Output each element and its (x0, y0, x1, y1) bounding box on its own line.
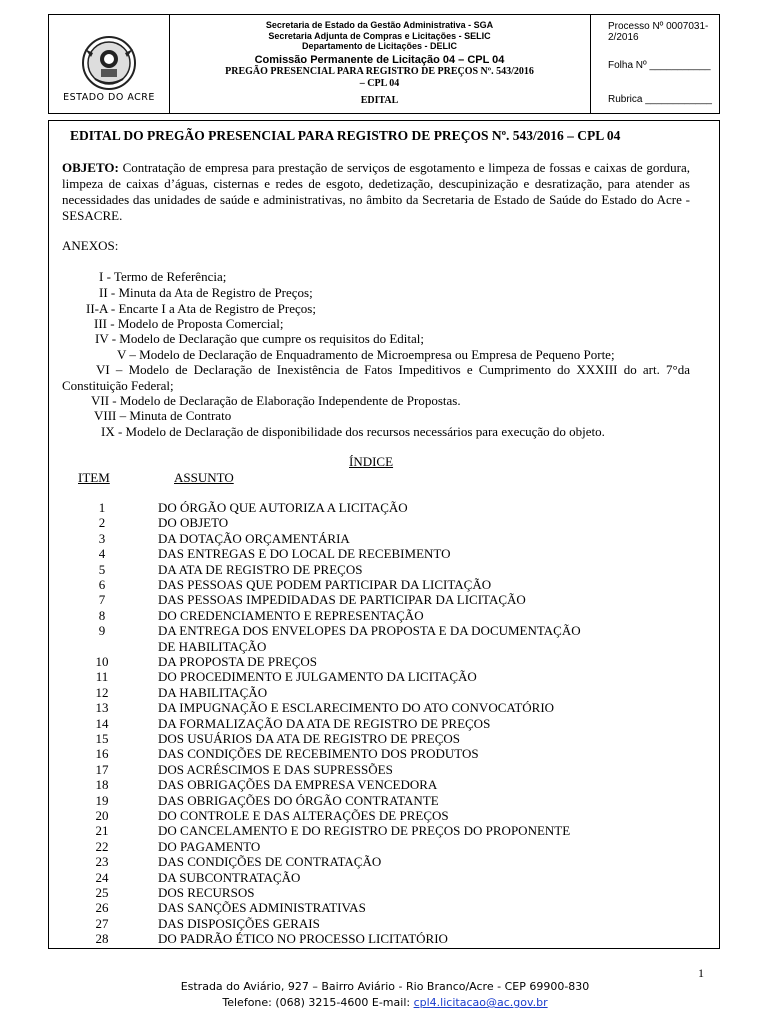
index-item-subject: DA PROPOSTA DE PREÇOS (158, 654, 317, 669)
pregao-line-2: – CPL 04 (359, 77, 400, 89)
index-item-number: 26 (95, 900, 109, 916)
page-number: 1 (698, 966, 704, 980)
index-item-subject: DA FORMALIZAÇÃO DA ATA DE REGISTRO DE PREÇOS (158, 715, 491, 731)
index-item-subject-continued: DE HABILITAÇÃO (158, 638, 267, 654)
index-item-number: 4 (98, 546, 106, 562)
index-item-number: 18 (95, 777, 109, 793)
index-item-number: 23 (95, 854, 109, 870)
index-item-number: 9 (98, 623, 106, 639)
index-item-number: 25 (95, 885, 109, 900)
index-item-number: 16 (95, 746, 109, 762)
index-item-subject: DA SUBCONTRATAÇÃO (158, 869, 301, 885)
org-line-2: Secretaria Adjunta de Compras e Licitações - SELIC (268, 30, 491, 41)
anexos-heading: ANEXOS: (62, 238, 119, 253)
index-item-number: 19 (95, 792, 109, 808)
org-line-1: Secretaria de Estado da Gestão Administrativa - SGA (265, 20, 494, 30)
anexo-item: VI – Modelo de Declaração de Inexistência de Fatos Impeditivos e Cumprimento do XXXIII do art. 7°da Constituição Federal; (62, 362, 690, 393)
index-item-subject: DOS RECURSOS (158, 885, 255, 900)
indice-heading: ÍNDICE (349, 454, 394, 469)
objeto-label: OBJETO: (62, 160, 119, 175)
edital-label: EDITAL (360, 94, 399, 106)
index-item-number: 7 (98, 592, 106, 608)
index-item-subject: DOS USUÁRIOS DA ATA DE REGISTRO DE PREÇOS (158, 731, 460, 746)
column-header-assunto: ASSUNTO (174, 470, 234, 485)
objeto-text: Contratação de empresa para prestação de serviços de esgotamento e limpeza de fossas e caixas de gordura, limpeza de caixas d’águas, cisternas e redes de esgoto, dedetização, descupinização e desratização, para atender as necessidades das unidades de saúde e administrativas, no âmbito da Secretaria de Estado de Saúde do Estado do Acre - SESACRE. (62, 160, 690, 223)
index-item-subject: DO PROCEDIMENTO E JULGAMENTO DA LICITAÇÃO (158, 669, 477, 685)
anexo-item: IV - Modelo de Declaração que cumpre os requisitos do Edital; (95, 331, 424, 346)
anexo-item: I - Termo de Referência; (99, 269, 227, 284)
org-line-3: Departamento de Licitações - DELIC (301, 41, 458, 51)
index-item-subject: DO PAGAMENTO (158, 838, 261, 854)
index-item-number: 22 (95, 838, 109, 854)
index-item-number: 21 (95, 823, 109, 839)
logo-cell (49, 15, 170, 113)
index-item-number: 28 (95, 931, 109, 947)
index-item-subject: DAS OBRIGAÇÕES DO ÓRGÃO CONTRATANTE (158, 792, 439, 808)
pregao-line-1: PREGÃO PRESENCIAL PARA REGISTRO DE PREÇOS Nº. 543/2016 (225, 65, 534, 77)
index-item-number: 8 (98, 607, 106, 623)
index-item-subject: DAS PESSOAS IMPEDIDADAS DE PARTICIPAR DA LICITAÇÃO (158, 592, 526, 608)
index-item-subject: DAS SANÇÕES ADMINISTRATIVAS (158, 900, 366, 916)
index-item-subject: DAS CONDIÇÕES DE RECEBIMENTO DOS PRODUTOS (158, 746, 479, 762)
index-item-subject: DO OBJETO (158, 515, 229, 531)
footer-contact (0, 996, 770, 1009)
header-title-cell (169, 15, 591, 113)
index-item-subject: DOS ACRÉSCIMOS E DAS SUPRESSÕES (158, 761, 393, 777)
footer-phone: Telefone: (068) 3215-4600 E-mail: (222, 996, 414, 1009)
index-item-number: 24 (95, 869, 109, 885)
index-item-subject: DAS CONDIÇÕES DE CONTRATAÇÃO (158, 854, 382, 870)
index-item-number: 11 (95, 669, 109, 685)
index-item-subject: DA ENTREGA DOS ENVELOPES DA PROPOSTA E DA DOCUMENTAÇÃO (158, 623, 581, 639)
index-item-subject: DO CANCELAMENTO E DO REGISTRO DE PREÇOS DO PROPONENTE (158, 823, 571, 839)
index-item-number: 6 (98, 577, 106, 592)
index-item-subject: DO ÓRGÃO QUE AUTORIZA A LICITAÇÃO (158, 500, 408, 515)
footer-address: Estrada do Aviário, 927 – Bairro Aviário - Rio Branco/Acre - CEP 69900-830 (180, 980, 590, 993)
column-header-item: ITEM (78, 470, 110, 485)
index-item-subject: DAS ENTREGAS E DO LOCAL DE RECEBIMENTO (158, 546, 451, 562)
index-item-subject: DO CREDENCIAMENTO E REPRESENTAÇÃO (158, 607, 424, 623)
anexo-item: VII - Modelo de Declaração de Elaboração Independente de Propostas. (91, 393, 461, 408)
index-item-number: 27 (95, 915, 109, 931)
commission-name: Comissão Permanente de Licitação 04 – CPL 04 (254, 53, 505, 66)
index-item-number: 3 (98, 530, 106, 546)
process-number: Processo Nº 0007031-2/2016 (608, 21, 709, 43)
index-item-subject: DO CONTROLE E DAS ALTERAÇÕES DE PREÇOS (158, 808, 449, 823)
index-item-subject: DAS OBRIGAÇÕES DA EMPRESA VENCEDORA (158, 777, 438, 793)
index-item-number: 20 (95, 808, 109, 823)
document-title: EDITAL DO PREGÃO PRESENCIAL PARA REGISTRO DE PREÇOS Nº. 543/2016 – CPL 04 (70, 128, 621, 143)
coat-of-arms-icon (81, 35, 137, 91)
objeto-paragraph (62, 160, 690, 224)
anexo-item: II-A - Encarte I a Ata de Registro de Preços; (86, 301, 316, 316)
index-item-subject: DAS PESSOAS QUE PODEM PARTICIPAR DA LICITAÇÃO (158, 577, 492, 592)
index-item-subject: DO PADRÃO ÉTICO NO PROCESSO LICITATÓRIO (158, 931, 448, 947)
anexo-item: IX - Modelo de Declaração de disponibilidade dos recursos necessários para execução do objeto. (101, 424, 605, 439)
anexo-item: III - Modelo de Proposta Comercial; (94, 316, 284, 331)
folha-field: Folha Nº ___________ (608, 60, 711, 71)
index-item-number: 12 (95, 684, 109, 700)
rubrica-field: Rubrica ____________ (608, 94, 712, 105)
logo-caption: ESTADO DO ACRE (63, 92, 155, 103)
anexo-item: II - Minuta da Ata de Registro de Preços; (99, 285, 313, 300)
index-item-number: 15 (95, 731, 109, 746)
email-link[interactable]: cpl4.licitacao@ac.gov.br (413, 996, 548, 1009)
index-item-subject: DAS DISPOSIÇÕES GERAIS (158, 915, 320, 931)
index-item-subject: DA ATA DE REGISTRO DE PREÇOS (158, 561, 363, 577)
anexo-item: V – Modelo de Declaração de Enquadramento de Microempresa ou Empresa de Pequeno Porte; (117, 347, 615, 362)
process-cell (590, 15, 719, 113)
index-item-subject: DA DOTAÇÃO ORÇAMENTÁRIA (158, 530, 350, 546)
document-header (48, 14, 720, 114)
index-item-subject: DA HABILITAÇÃO (158, 684, 268, 700)
index-item-number: 14 (95, 715, 109, 731)
index-item-number: 13 (95, 700, 109, 716)
index-item-number: 5 (98, 561, 106, 577)
index-item-subject: DA IMPUGNAÇÃO E ESCLARECIMENTO DO ATO CONVOCATÓRIO (158, 700, 555, 716)
index-item-number: 2 (98, 515, 106, 531)
index-item-number: 17 (95, 761, 109, 777)
anexo-item: VIII – Minuta de Contrato (94, 408, 232, 423)
index-item-number: 10 (95, 654, 109, 669)
index-item-number: 1 (98, 500, 106, 515)
